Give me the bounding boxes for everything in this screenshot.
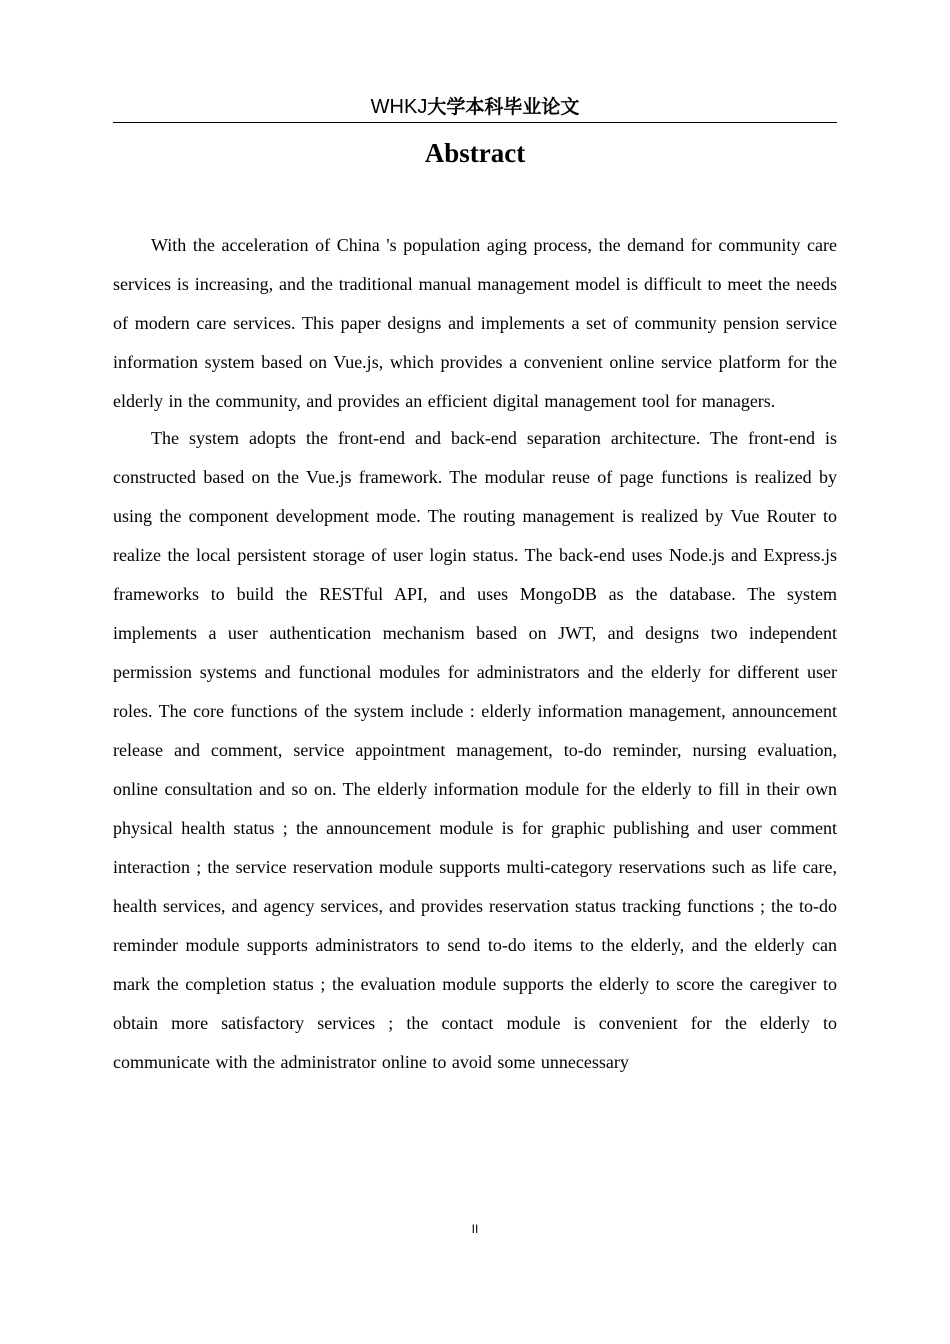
page-number: II	[471, 1222, 479, 1236]
abstract-body	[113, 226, 837, 1082]
header-university-code: WHKJ	[370, 96, 428, 118]
page-header	[113, 94, 837, 123]
page-title: Abstract	[424, 138, 526, 168]
header-thesis-label: 大学本科毕业论文	[427, 96, 580, 118]
abstract-paragraph-1: With the acceleration of China 's population aging process, the demand for community care services is increasing, and the traditional manual management model is difficult to meet the needs of modern care services. This paper designs and implements a set of community pension service information system based on Vue.js, which provides a convenient online service platform for the elderly in the community, and provides an efficient digital management tool for managers.	[113, 235, 837, 411]
abstract-paragraph-2: The system adopts the front-end and back-end separation architecture. The front-end is constructed based on the Vue.js framework. The modular reuse of page functions is realized by using the component development mode. The routing management is realized by Vue Router to realize the local persistent storage of user login status. The back-end uses Node.js and Express.js frameworks to build the RESTful API, and uses MongoDB as the database. The system implements a user authentication mechanism based on JWT, and designs two independent permission systems and functional modules for administrators and the elderly for different user roles. The core functions of the system include : elderly information management, announcement release and comment, service appointment management, to-do reminder, nursing evaluation, online consultation and so on. The elderly information module for the elderly to fill in their own physical health status ; the announcement module is for graphic publishing and user comment interaction ; the service reservation module supports multi-category reservations such as life care, health services, and agency services, and provides reservation status tracking functions ; the to-do reminder module supports administrators to send to-do items to the elderly, and the elderly can mark the completion status ; the evaluation module supports the elderly to score the caregiver to obtain more satisfactory services ; the contact module is convenient for the elderly to communicate with the administrator online to avoid some unnecessary	[113, 428, 837, 1072]
